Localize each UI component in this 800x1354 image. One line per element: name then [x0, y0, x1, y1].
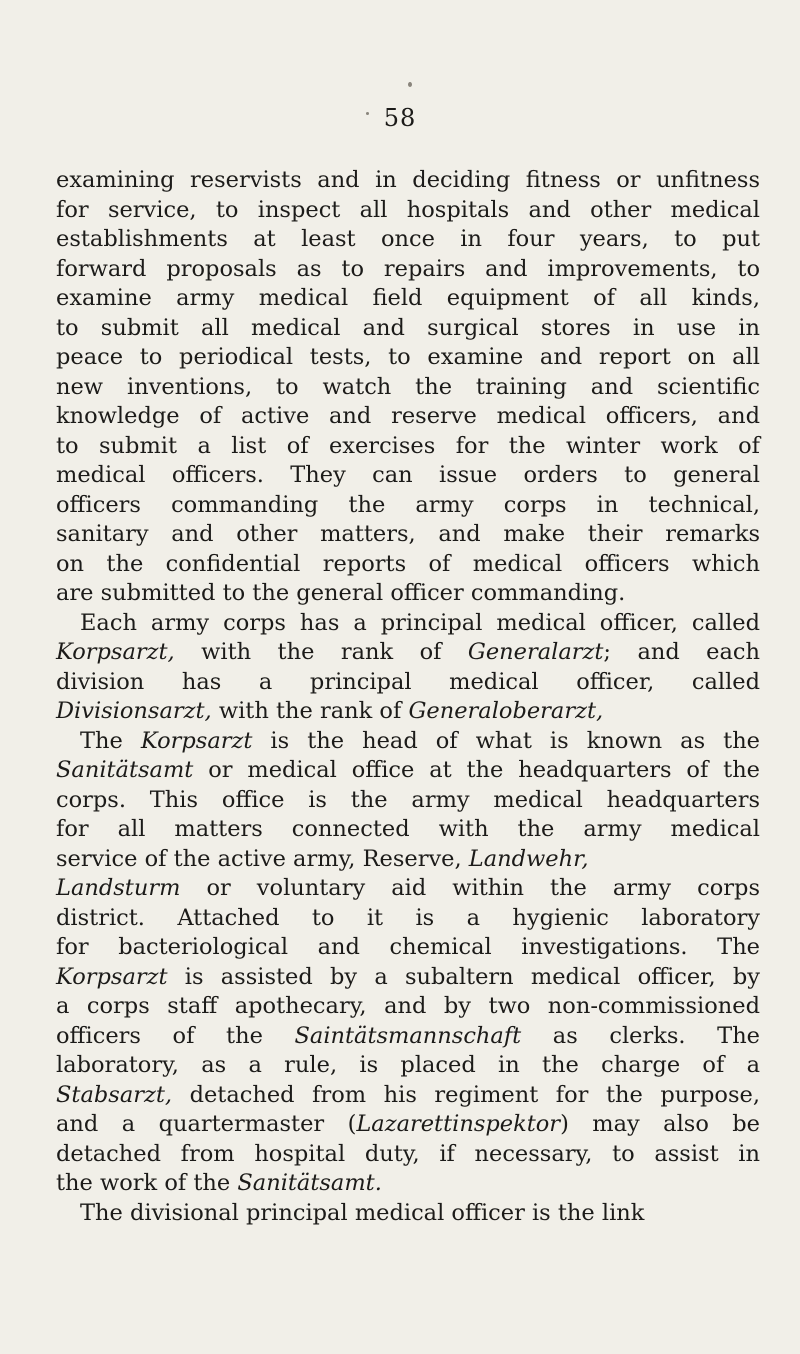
text-line [56, 196, 760, 226]
text-run: The divisional principal medical officer is the link [80, 1199, 645, 1226]
text-line [56, 1051, 760, 1081]
text-run: to submit a list of exercises for the winter work of [56, 432, 760, 459]
text-line [56, 1110, 760, 1140]
text-run: new inventions, to watch the training and scientific [56, 373, 760, 400]
italic-term: Landwehr, [468, 845, 589, 872]
text-run: detached from his regiment for the purpose, [172, 1081, 760, 1108]
text-line [56, 1081, 760, 1111]
text-run: peace to periodical tests, to examine and report on all [56, 344, 760, 370]
text-line [56, 638, 760, 668]
text-line [56, 874, 760, 904]
italic-term: Sanitätsamt. [237, 1170, 382, 1196]
text-line [56, 815, 760, 845]
italic-term: Generaloberarzt, [408, 698, 604, 724]
text-run: or medical office at the headquarters of the [193, 757, 760, 783]
text-line [56, 461, 760, 491]
italic-term: Divisionsarzt, [56, 698, 212, 724]
italic-term: Landsturm [56, 875, 181, 901]
text-run: examine army medical field equipment of all kinds, [56, 285, 760, 311]
text-line [56, 786, 760, 816]
text-line [56, 284, 760, 314]
text-line [56, 904, 760, 934]
text-line [56, 343, 760, 373]
text-line [56, 756, 760, 786]
text-run: to submit all medical and surgical stores in use in [56, 314, 760, 341]
text-line [56, 697, 760, 727]
text-run: for bacteriological and chemical investigations. The [56, 934, 760, 960]
text-run: forward proposals as to repairs and improvements, to [56, 255, 760, 282]
text-run: The [80, 727, 141, 754]
italic-term: Lazarettinspektor [356, 1111, 561, 1137]
text-run: establishments at least once in four years, to put [56, 226, 760, 252]
text-line [56, 727, 760, 757]
text-line [56, 1140, 760, 1170]
text-run: division has a principal medical officer, called [56, 668, 760, 695]
text-run: sanitary and other matters, and make their remarks [56, 521, 760, 547]
text-line [56, 845, 760, 875]
text-run: a corps staff apothecary, and by two non-commissioned [56, 993, 760, 1019]
text-line [56, 166, 760, 196]
text-run: medical officers. They can issue orders to general [56, 462, 760, 488]
text-line [56, 255, 760, 285]
text-line [56, 963, 760, 993]
text-line [56, 550, 760, 580]
text-run: are submitted to the general officer commanding. [56, 580, 626, 606]
text-run: is the head of what is known as the [252, 727, 761, 754]
text-line [56, 314, 760, 344]
text-line [56, 373, 760, 403]
text-line [56, 520, 760, 550]
text-run: laboratory, as a rule, is placed in the charge of a [56, 1052, 760, 1078]
text-line [56, 579, 760, 609]
text-run: service of the active army, Reserve, [56, 845, 469, 872]
text-line [56, 491, 760, 521]
text-run: is assisted by a subaltern medical officer, by [167, 963, 760, 990]
italic-term: Korpsarzt, [56, 639, 175, 665]
text-run: with the rank of [174, 639, 468, 665]
text-run: detached from hospital duty, if necessary, to assist in [56, 1140, 760, 1167]
text-run: with the rank of [211, 698, 409, 724]
text-run: officers of the [56, 1022, 295, 1049]
text-line [56, 225, 760, 255]
text-line [56, 432, 760, 462]
text-run: for service, to inspect all hospitals and other medical [56, 196, 760, 223]
text-run: on the confidential reports of medical officers which [56, 550, 760, 577]
italic-term: Sanitätsamt [56, 757, 194, 783]
italic-term: Korpsarzt [56, 963, 168, 990]
text-run: for all matters connected with the army medical [56, 816, 760, 842]
text-line [56, 933, 760, 963]
page-number: 58 [383, 104, 417, 132]
text-run: as clerks. The [521, 1022, 760, 1049]
text-run: the work of the [56, 1170, 238, 1196]
italic-term: Generalarzt [467, 639, 604, 665]
text-run: and a quartermaster ( [56, 1111, 357, 1137]
text-line [56, 668, 760, 698]
body-text [56, 166, 760, 1228]
text-run: or voluntary aid within the army corps [180, 875, 760, 901]
print-speck [408, 82, 412, 87]
text-run: examining reservists and in deciding fitness or unfitness [56, 167, 760, 193]
text-line [56, 1199, 760, 1229]
italic-term: Stabsarzt, [56, 1081, 173, 1108]
text-run: ; and each [603, 639, 761, 665]
text-line [56, 609, 760, 639]
text-line [56, 992, 760, 1022]
text-run: Each army corps has a principal medical officer, called [80, 609, 760, 636]
text-run: district. Attached to it is a hygienic laboratory [56, 904, 760, 931]
italic-term: Saintätsmannschaft [294, 1022, 522, 1049]
text-run: ) may also be [560, 1111, 760, 1137]
text-run: corps. This office is the army medical headquarters [56, 786, 760, 813]
text-run: knowledge of active and reserve medical officers, and [56, 403, 760, 429]
italic-term: Korpsarzt [140, 727, 253, 754]
text-line [56, 1022, 760, 1052]
text-line [56, 1169, 760, 1199]
text-run: officers commanding the army corps in technical, [56, 491, 760, 518]
text-line [56, 402, 760, 432]
